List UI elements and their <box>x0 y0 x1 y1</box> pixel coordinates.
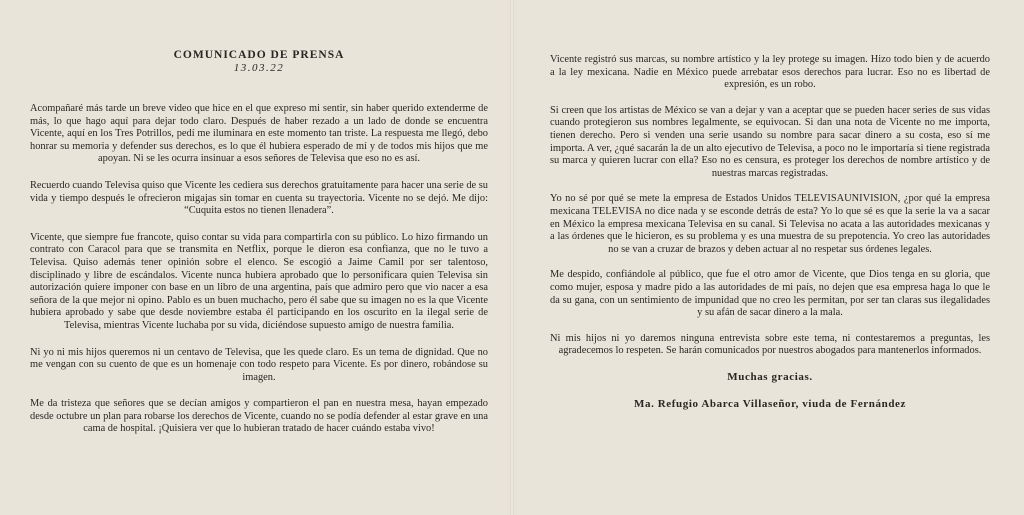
signature: Ma. Refugio Abarca Villaseñor, viuda de Fernández <box>633 397 907 410</box>
right-page <box>514 0 1024 515</box>
paragraph: Vicente registró sus marcas, su nombre artístico y la ley protege su imagen. Hizo todo bien y de acuerdo a la ley mexicana. Nadie en México puede arrebatar esos derechos para lucrar. Eso no es libertad de expresión, es un robo. <box>550 54 990 91</box>
paragraph: Acompañaré más tarde un breve video que hice en el que expreso mi sentir, sin haber querido extenderme de más, lo que hago aquí para dejar todo claro. Después de haber rezado a un lado de donde se encuentra Vicente, aquí en los Tres Potrillos, pedí me iluminara en este momento tan triste. La respuesta me llegó, debo honrar su memoria y defender sus derechos, es lo que él hubiera esperado de mí y de todos mis hijos que me apoyan. Ni se les ocurra insinuar a esos señores de Televisa que eso no es así. <box>30 103 488 165</box>
paragraph: Yo no sé por qué se mete la empresa de Estados Unidos TELEVISAUNIVISION, ¿por qué la empresa mexicana TELEVISA no dice nada y se esconde detrás de esta? Yo lo que sé es que la serie la va a sacar en México la empresa mexicana Televisa en su canal. Si Televisa no acata a las autoridades mexicanas y a las órdenes que le hicieron, es su problema y es una muestra de su prepotencia. Yo creo las autoridades no se van a cruzar de brazos y deben actuar al no respetar sus órdenes legales. <box>550 193 990 255</box>
left-page <box>0 0 510 515</box>
paragraph: Ni mis hijos ni yo daremos ninguna entrevista sobre este tema, ni contestaremos a preguntas, les agradecemos lo respeten. Se harán comunicados por nuestros abogados para mantenerlos informados. <box>550 332 990 357</box>
document-title: COMUNICADO DE PRENSA <box>173 49 345 61</box>
paragraph: Vicente, que siempre fue francote, quiso contar su vida para compartirla con su público. Lo hizo firmando un contrato con Caracol para que se transmita en Netflix, porque le dieron esa confianza, que no le tuvo a Televisa. Quiso además tener opinión sobre el elenco. Se escogió a Jaime Camil por ser talentoso, disciplinado y libre de escándalos. Vicente nunca hubiera aprobado que lo personificara quien Televisa sin autorización quiere imponer con base en un libro de una argentina, país que admiro pero que vio nacer a esa señora de la que mejor ni opino. Pablo es un buen muchacho, pero él sabe que su imagen no es la que Vicente hubiera aprobado y sabe que desde noviembre estaba él participando en los oscurito en la ilegal serie de Televisa, mientras Vicente luchaba por su vida, diciéndose supuesto amigo de nuestra familia. <box>30 231 488 331</box>
paragraph: Ni yo ni mis hijos queremos ni un centavo de Televisa, que les quede claro. Es un tema de dignidad. Que no me vengan con su cuento de que es un homenaje con todo respeto para Vicente. Es por dinero, robándose su imagen. <box>30 346 488 383</box>
closing-thanks: Muchas gracias. <box>727 370 813 383</box>
paragraph: Recuerdo cuando Televisa quiso que Vicente les cediera sus derechos gratuitamente para hacer una serie de su vida y tiempo después le ofrecieron migajas sin tomar en cuenta su trayectoria. Vicente no se dejó. Me dijo: “Cuquita estos no tienen llenadera”. <box>30 179 488 217</box>
document-date: 13.03.22 <box>233 62 285 74</box>
paragraph: Si creen que los artistas de México se van a dejar y van a aceptar que se pueden hacer series de sus vidas cuando protegieron sus nombres legalmente, se equivocan. Si dan una nota de Vicente no me importa, tienen derecho. Pero si venden una serie usando su nombre para sacar dinero a su costa, eso sí me importa. A ver, ¿qué sacarán la de un alto ejecutivo de Televisa, a poco no le importaría si tiene registrada su marca y quieren lucrar con ella? Eso no es censura, es proteger los derechos de nombre artístico y de nuestras marcas registradas. <box>550 104 990 179</box>
paragraph: Me da tristeza que señores que se decían amigos y compartieron el pan en nuestra mesa, hayan empezado desde octubre un plan para robarse los derechos de Vicente, cuando no se podía defender al estar grave en una cama de hospital. ¡Quisiera ver que lo hubieran tratado de hacer cuándo estaba vivo! <box>30 398 488 435</box>
paragraph: Me despido, confiándole al público, que fue el otro amor de Vicente, que Dios tenga en su gloria, que como mujer, esposa y madre pido a las autoridades de mi país, no dejen que esa empresa haga lo que le da su gana, con un sentimiento de impunidad que no creo les permitan, por ser tan claras sus ilegalidades y su afán de sacar dinero a la mala. <box>550 269 990 319</box>
